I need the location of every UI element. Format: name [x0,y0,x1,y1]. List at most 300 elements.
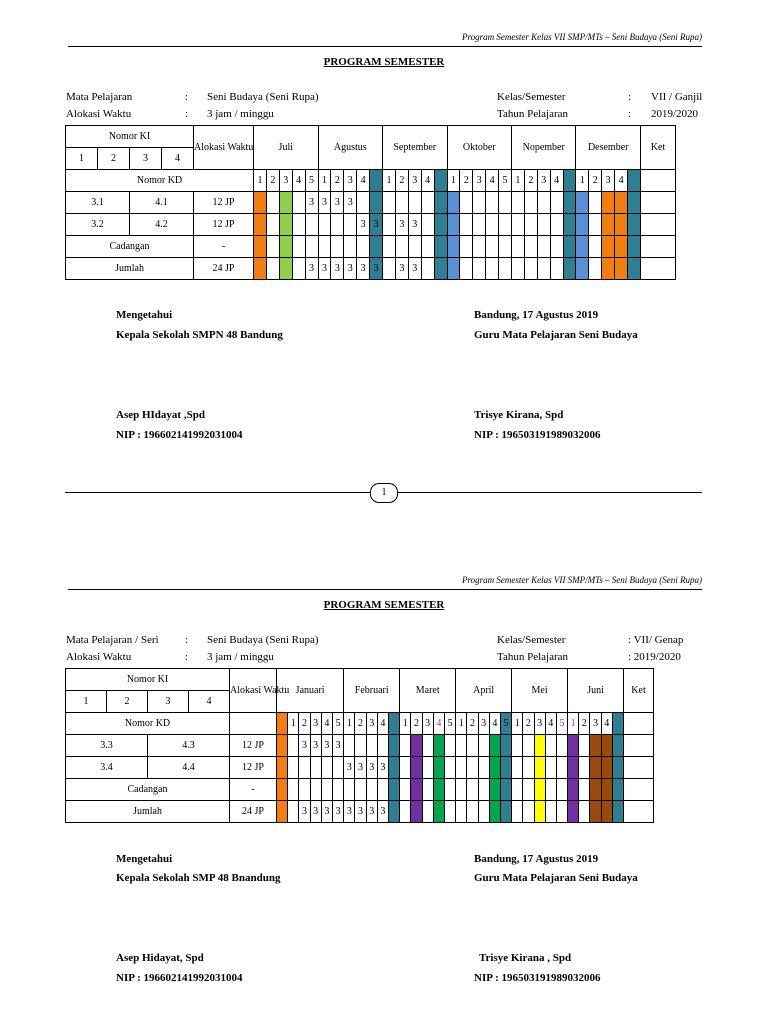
week-cell [523,801,534,823]
ki-number: 4 [189,691,230,713]
table-row [66,192,676,214]
row-label: Cadangan [66,779,230,801]
week-cell [310,779,321,801]
month-header: Agustus [318,126,383,170]
week-cell [534,757,545,779]
week-cell [500,757,511,779]
week-cell [321,757,332,779]
ki-number: 3 [148,691,189,713]
week-number [370,170,383,192]
week-cell: 3 [305,258,318,280]
week-number: 2 [589,170,602,192]
week-cell [576,258,589,280]
week-cell [332,757,343,779]
week-cell [266,214,279,236]
week-number: 3 [422,713,433,735]
week-number [277,713,288,735]
mengetahui-label: Mengetahui [116,309,173,321]
nomor-ki-header: Nomor KI [66,126,194,148]
week-cell [478,735,489,757]
week-cell [279,192,292,214]
footer-rule-right [398,492,702,493]
week-cell [377,779,388,801]
week-cell: 3 [357,214,370,236]
week-cell [277,757,288,779]
week-cell [357,236,370,258]
week-cell [473,214,486,236]
running-header: Program Semester Kelas VII SMP/MTs – Seni Budaya (Seni Rupa) [461,32,702,42]
week-number: 5 [500,713,511,735]
week-cell [357,192,370,214]
week-cell [500,779,511,801]
ket-cell [624,757,654,779]
blank-cell [230,713,277,735]
week-number: 1 [447,170,460,192]
month-header: Nopember [511,126,575,170]
week-cell [411,757,422,779]
sign-date: Bandung, 17 Agustus 2019 [474,309,599,321]
week-cell [568,757,579,779]
table-row [66,779,654,801]
week-cell [456,757,467,779]
week-cell [550,236,563,258]
week-cell [512,735,523,757]
alokasi-waktu-header: Alokasi Waktu [194,126,254,170]
week-cell [456,801,467,823]
week-cell [299,757,310,779]
week-cell [434,214,447,236]
week-cell [556,779,567,801]
week-cell [489,757,500,779]
week-cell [288,779,299,801]
week-cell [537,258,550,280]
week-number-row [66,713,654,735]
row-label: Jumlah [66,258,194,280]
week-cell [444,801,455,823]
week-cell [615,236,628,258]
week-cell [489,801,500,823]
week-cell: 3 [395,258,408,280]
month-header: Oktober [447,126,511,170]
week-cell [512,779,523,801]
week-cell: 3 [408,214,421,236]
week-cell [556,757,567,779]
week-cell [377,735,388,757]
week-cell [422,735,433,757]
week-cell: 3 [395,214,408,236]
kepsek-nip: NIP : 196602141992031004 [116,972,243,984]
colon: : [185,108,189,120]
week-cell [550,258,563,280]
ket-cell [624,801,654,823]
week-cell [511,192,524,214]
week-cell [254,192,267,214]
week-cell [545,801,556,823]
week-number: 5 [556,713,567,735]
week-cell [411,801,422,823]
week-cell [447,192,460,214]
ki-number: 3 [130,148,162,170]
week-number: 3 [590,713,601,735]
week-cell [534,801,545,823]
week-cell: 3 [310,735,321,757]
week-cell [421,236,434,258]
week-cell [318,236,331,258]
week-cell [292,236,305,258]
week-cell [602,192,615,214]
mengetahui-label: Mengetahui [116,853,173,865]
week-number: 3 [366,713,377,735]
row-label: Cadangan [66,236,194,258]
ket-cell [624,735,654,757]
week-cell [383,258,396,280]
week-cell: 3 [321,801,332,823]
week-number-row [66,170,676,192]
month-header: Mei [512,669,568,713]
header-rule [68,46,702,47]
table-row [66,214,676,236]
week-cell [383,192,396,214]
week-cell [433,779,444,801]
mapel-label: Mata Pelajaran / Seri [66,634,159,646]
mapel-label: Mata Pelajaran [66,91,133,103]
week-cell [305,236,318,258]
week-cell: 3 [305,192,318,214]
ki-number: 4 [162,148,194,170]
nomor-kd-header: Nomor KD [66,170,254,192]
week-number: 2 [355,713,366,735]
week-number: 1 [254,170,267,192]
kelas-label: Kelas/Semester [497,91,566,103]
week-cell [478,801,489,823]
week-cell [478,779,489,801]
week-number: 1 [383,170,396,192]
week-number: 4 [321,713,332,735]
week-cell [395,236,408,258]
page-number: 1 [370,483,398,503]
week-cell [590,735,601,757]
week-cell [456,779,467,801]
week-cell: 3 [377,757,388,779]
table-row [66,236,676,258]
week-number [563,170,576,192]
alokasi-label: Alokasi Waktu [66,108,132,120]
guru-nip: NIP : 196503191989032006 [474,429,601,441]
week-cell [601,757,612,779]
week-cell: 3 [344,757,355,779]
kd-left: 3.3 [66,735,148,757]
week-cell [563,192,576,214]
week-cell [628,192,641,214]
week-cell [589,192,602,214]
alokasi-cell: 24 JP [230,801,277,823]
week-cell [473,192,486,214]
week-cell [305,214,318,236]
week-cell [321,779,332,801]
week-number: 4 [615,170,628,192]
week-number: 5 [332,713,343,735]
ket-cell [640,170,675,192]
kepsek-name: Asep HIdayat ,Spd [116,409,205,421]
colon: : [185,91,189,103]
week-cell [395,192,408,214]
week-cell [444,779,455,801]
week-cell: 3 [408,258,421,280]
week-cell [277,735,288,757]
week-number: 1 [344,713,355,735]
week-cell [422,779,433,801]
week-number: 3 [537,170,550,192]
ket-cell [640,258,675,280]
ket-cell [640,192,675,214]
table-row [66,735,654,757]
week-cell [489,779,500,801]
kd-right: 4.4 [148,757,230,779]
week-cell [628,214,641,236]
week-cell [511,236,524,258]
alokasi-label: Alokasi Waktu [66,651,132,663]
week-cell [279,258,292,280]
week-cell [602,214,615,236]
table-row [66,258,676,280]
week-number: 1 [456,713,467,735]
week-number: 1 [512,713,523,735]
week-number: 3 [478,713,489,735]
week-cell [473,236,486,258]
colon: : [185,634,189,646]
week-cell [388,757,399,779]
week-cell [550,214,563,236]
ket-header: Ket [640,126,675,170]
week-cell [292,214,305,236]
week-cell [266,192,279,214]
week-cell [400,801,411,823]
nomor-ki-header: Nomor KI [66,669,230,691]
week-cell [486,214,499,236]
week-cell [545,735,556,757]
week-cell [388,735,399,757]
week-cell [447,214,460,236]
week-cell [489,735,500,757]
week-cell [563,236,576,258]
week-cell [537,192,550,214]
week-number: 3 [279,170,292,192]
kd-left: 3.2 [66,214,130,236]
week-cell [545,757,556,779]
week-cell: 3 [366,757,377,779]
ket-header: Ket [624,669,654,713]
guru-title: Guru Mata Pelajaran Seni Budaya [474,872,638,884]
kepsek-title: Kepala Sekolah SMP 48 Bnandung [116,872,281,884]
week-cell [537,236,550,258]
week-cell [467,735,478,757]
week-cell: 3 [366,801,377,823]
week-cell: 3 [331,258,344,280]
week-cell: 3 [310,801,321,823]
week-number: 3 [310,713,321,735]
week-number: 4 [292,170,305,192]
week-cell [460,258,473,280]
colon: : [628,108,632,120]
week-cell [579,801,590,823]
week-cell: 3 [370,214,383,236]
week-cell [288,757,299,779]
week-number: 3 [602,170,615,192]
week-cell [563,214,576,236]
week-number: 2 [411,713,422,735]
week-cell [355,735,366,757]
week-cell [460,214,473,236]
week-number: 2 [467,713,478,735]
kepsek-title: Kepala Sekolah SMPN 48 Bandung [116,329,283,341]
week-cell [568,801,579,823]
week-number: 2 [460,170,473,192]
month-header: September [383,126,447,170]
week-cell [579,735,590,757]
week-cell [524,236,537,258]
week-cell: 3 [332,801,343,823]
week-cell [486,192,499,214]
alokasi-cell: - [194,236,254,258]
week-cell [512,801,523,823]
week-cell [422,801,433,823]
week-cell: 3 [344,192,357,214]
week-cell [568,779,579,801]
week-number [612,713,623,735]
alokasi-cell: 12 JP [194,192,254,214]
week-number: 5 [444,713,455,735]
kd-left: 3.4 [66,757,148,779]
month-header: Februari [344,669,400,713]
alokasi-waktu-header: Alokasi Waktu [230,669,277,713]
week-cell [383,236,396,258]
week-cell [388,779,399,801]
week-number: 4 [601,713,612,735]
week-number: 4 [545,713,556,735]
guru-nip: NIP : 196503191989032006 [474,972,601,984]
week-cell [511,258,524,280]
week-number: 4 [486,170,499,192]
week-cell [500,801,511,823]
week-cell [612,735,623,757]
week-cell [434,236,447,258]
week-number: 1 [576,170,589,192]
week-cell [612,801,623,823]
week-number [388,713,399,735]
week-number: 2 [299,713,310,735]
guru-name: Trisye Kirana, Spd [474,409,564,421]
page-title: PROGRAM SEMESTER [323,56,445,68]
week-number: 3 [344,170,357,192]
week-cell [556,801,567,823]
week-cell [421,258,434,280]
week-number: 4 [433,713,444,735]
week-cell [601,779,612,801]
week-cell [411,735,422,757]
week-cell [288,735,299,757]
week-cell [433,757,444,779]
week-cell [254,214,267,236]
week-number: 5 [305,170,318,192]
week-cell [344,214,357,236]
week-cell [576,236,589,258]
guru-name: Trisye Kirana , Spd [479,952,572,964]
week-cell [628,258,641,280]
week-cell: 3 [331,192,344,214]
week-cell [523,735,534,757]
week-cell [601,801,612,823]
kelas-value: : VII/ Genap [628,634,684,646]
week-cell [460,236,473,258]
week-cell [511,214,524,236]
ket-cell [624,779,654,801]
tahun-value: 2019/2020 [651,108,699,120]
alokasi-cell: 12 JP [230,735,277,757]
week-cell [366,779,377,801]
tahun-label: Tahun Pelajaran [497,108,569,120]
week-cell [590,757,601,779]
alokasi-cell: 12 JP [230,757,277,779]
week-cell [499,258,512,280]
week-cell [292,192,305,214]
week-cell: 3 [370,258,383,280]
running-header: Program Semester Kelas VII SMP/MTs – Seni Budaya (Seni Rupa) [461,575,702,585]
ket-cell [640,236,675,258]
week-cell [534,779,545,801]
week-cell [524,192,537,214]
program-semester-table [65,125,676,280]
week-number: 3 [534,713,545,735]
ki-number: 1 [66,148,98,170]
week-number: 2 [395,170,408,192]
week-cell [266,258,279,280]
alokasi-value: 3 jam / minggu [207,108,274,120]
week-number: 5 [499,170,512,192]
week-number: 4 [357,170,370,192]
kd-right: 4.2 [130,214,194,236]
footer-rule-left [65,492,370,493]
week-cell [421,214,434,236]
week-cell [421,192,434,214]
sign-date: Bandung, 17 Agustus 2019 [474,853,599,865]
table-header-row [66,126,676,148]
week-cell [568,735,579,757]
week-cell [467,757,478,779]
week-cell [444,735,455,757]
mapel-value: Seni Budaya (Seni Rupa) [207,634,319,646]
week-cell [433,735,444,757]
week-cell: 3 [355,757,366,779]
week-cell [344,779,355,801]
week-cell [576,192,589,214]
week-number: 3 [408,170,421,192]
week-cell [318,214,331,236]
week-cell [434,258,447,280]
week-cell [447,258,460,280]
week-cell [310,757,321,779]
week-cell [370,192,383,214]
week-cell [499,192,512,214]
week-cell [422,757,433,779]
row-label: Jumlah [66,801,230,823]
week-number: 3 [473,170,486,192]
week-cell [589,258,602,280]
ket-cell [624,713,654,735]
table-header-row [66,669,654,691]
week-cell [523,757,534,779]
month-header: Juni [568,669,624,713]
week-cell [499,236,512,258]
